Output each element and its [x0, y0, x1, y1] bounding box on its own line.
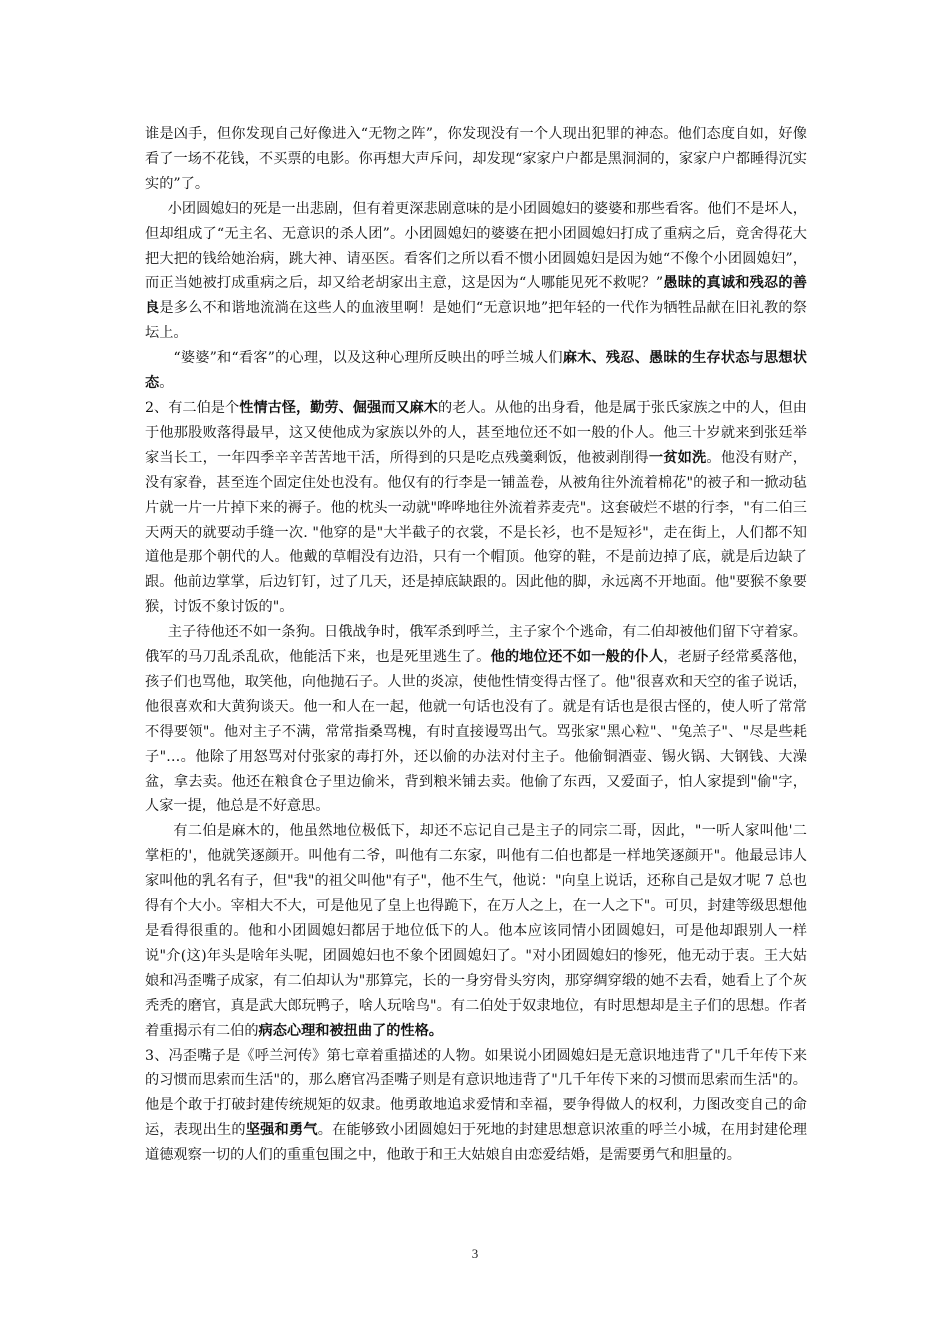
paragraph-text: 谁是凶手，但你发现自己好像进入“无物之阵”，你发现没有一个人现出犯罪的神态。他们态度自如，好像看了一场不花钱，不买票的电影。你再想大声斥问，却发现“家家户户都是黑洞洞的，家家户户都睡得沉实实的”了。: [145, 126, 807, 192]
bold-emphasis: 愚昧的真诚和残忍的善良: [145, 275, 807, 317]
paragraph-text: 有二伯是麻木的，他虽然地位极低下，却还不忘记自己是主子的同宗二哥，因此，"一听人家叫他'二掌柜的'，他就笑逐颜开。叫他有二爷，叫他有二东家，叫他有二伯也都是一样地笑逐颜开"。他最忌讳人家叫他的乳名有子，但"我"的祖父叫他"有子"，他不生气，他说："向皇上说话，还称自己是奴才呢 7 总也得有个大小。宰相大不大，可是他见了皇上也得跪下，在万人之上，在一人之下"。可贝，封建等级思想他是看得很重的。他和小团圆媳妇都居于地位低下的人。他本应该同情小团圆媳妇，可是他却跟别人一样说"介(这)年头是啥年头呢，团圆媳妇也不象个团圆媳妇了。"对小团圆媳妇的惨死，他无动于衷。王大姑娘和冯歪嘴子成家，有二伯却认为"那算完，长的一身穷骨头穷肉，那穿绸穿缎的她不去看，她看上了个灰秃秃的磨官，真是武大郎玩鸭子，啥人玩啥鸟"。有二伯处于奴隶地位，有时思想却是主子们的思想。作者着重揭示有二伯的: [145, 823, 807, 1039]
paragraph-text: 。在能够致小团圆媳妇于死地的封建思想意识浓重的呼兰小城，在用封建伦理道德观察一切的人们的重重包围之中，他敢于和王大姑娘自由恋爱结婚，是需要勇气和胆量的。: [145, 1122, 807, 1164]
paragraph-text: ，老厨子经常奚落他，孩子们也骂他，取笑他，向他抛石子。人世的炎凉，使他性情变得古怪了。他"很喜欢和天空的雀子说话，他很喜欢和大黄狗谈天。他一和人在一起，他就一句话也没有了。就是有话也是很古怪的，使人听了常常不得要领"。他对主子不满，常常指桑骂槐，有时直接谩骂出气。骂张家"黑心粒"、"兔羔子"、"尽是些耗子"…。他除了用怒骂对付张家的毒打外，还以偷的办法对付主子。他偷铜酒壶、锡火锅、大钢钱、大澡盆，拿去卖。他还在粮食仓子里边偷米，背到粮米铺去卖。他偷了东西，又爱面子，怕人家提到"偷"字，人家一提，他总是不好意思。: [145, 649, 807, 815]
paragraph-text: “婆婆”和“看客”的心理，以及这种心理所反映出的呼兰城人们: [173, 350, 563, 367]
paragraph-text: 。: [159, 375, 174, 392]
paragraph-7: [145, 1044, 807, 1169]
paragraph-5: [145, 620, 807, 819]
paragraph-text: 的老人。从他的出身看，他是属于张氏家族之中的人，但由于他那股败落得最早，这又使他成为家族以外的人，甚至地位还不如一般的仆人。他三十岁就来到张廷举家当长工，一年四季辛辛苦苦地干活，所得到的只是吃点残羹剩饭，他被剥削得: [145, 399, 807, 466]
paragraph-text: 。他没有财产，没有家眷，甚至连个固定住处也没有。他仅有的行李是一铺盖卷，从被角往外流着棉花"的被子和一掀动毡片就一片一片掉下来的褥子。他的枕头一动就"哗哗地往外流着荞麦壳"。这套破烂不堪的行李，"有二伯三天两天的就要动手缝一次. "他穿的是"大半截子的衣裳，不是长衫，也不是短衫"，走在街上，人们都不知道他是那个朝代的人。他戴的草帽没有边沿，只有一个帽顶。他穿的鞋，不是前边掉了底，就是后边缺了跟。他前边掌掌，后边钉钉，过了几天，还是掉底缺跟的。因此他的脚，永远离不开地面。他"要猴不象要猴，讨饭不象讨饭的"。: [145, 449, 807, 616]
paragraph-text: 是多么不和谐地流淌在这些人的血液里啊！是她们“无意识地”把年轻的一代作为牺牲品献在旧礼教的祭坛上。: [145, 300, 807, 342]
paragraph-text: 主子待他还不如一条狗。日俄战争时，俄军杀到呼兰，主子家个个逃命，有二伯却被他们留下守着家。俄军的马刀乱杀乱砍，他能活下来，也是死里逃生了。: [145, 624, 807, 666]
paragraph-text: 小团圆媳妇的死是一出悲剧，但有着更深悲剧意味的是小团圆媳妇的婆婆和那些看客。他们不是坏人，但却组成了“无主名、无意识的杀人团”。小团圆媳妇的婆婆在把小团圆媳妇打成了重病之后，竟舍得花大把大把的钱给她治病，跳大神、请巫医。看客们之所以看不惯小团圆媳妇是因为她“不像个小团圆媳妇”，而正当她被打成重病之后，却又给老胡家出主意，这是因为“人哪能见死不救呢？”: [145, 200, 807, 292]
paragraph-3: [145, 346, 807, 396]
paragraph-text: 2、有二伯是个: [145, 399, 240, 416]
paragraph-2: [145, 197, 807, 346]
bold-emphasis: 他的地位还不如一般的仆人: [490, 649, 664, 666]
page-number: 3: [471, 1246, 479, 1261]
bold-emphasis: 坚强和勇气: [245, 1122, 318, 1139]
paragraph-6: [145, 819, 807, 1043]
paragraph-1: [145, 122, 807, 197]
bold-emphasis: 一贫如洗: [648, 449, 707, 466]
paragraph-4: [145, 396, 807, 620]
bold-emphasis: 性情古怪，勤劳、倔强而又麻木: [239, 399, 438, 416]
bold-emphasis: 麻木、残忍、愚昧的生存状态与思想状态: [145, 350, 807, 392]
bold-emphasis: 病态心理和被扭曲了的性格。: [258, 1022, 443, 1039]
paragraph-text: 3、冯歪嘴子是《呼兰河传》第七章着重描述的人物。如果说小团圆媳妇是无意识地违背了"几千年传下来的习惯而思索而生活"的，那么磨官冯歪嘴子则是有意识地违背了"几千年传下来的习惯而思索而生活"的。他是个敢于打破封建传统规矩的奴隶。他勇敢地追求爱情和幸福，要争得做人的权利，力图改变自己的命运，表现出生的: [145, 1047, 807, 1139]
document-body: [145, 122, 807, 1168]
